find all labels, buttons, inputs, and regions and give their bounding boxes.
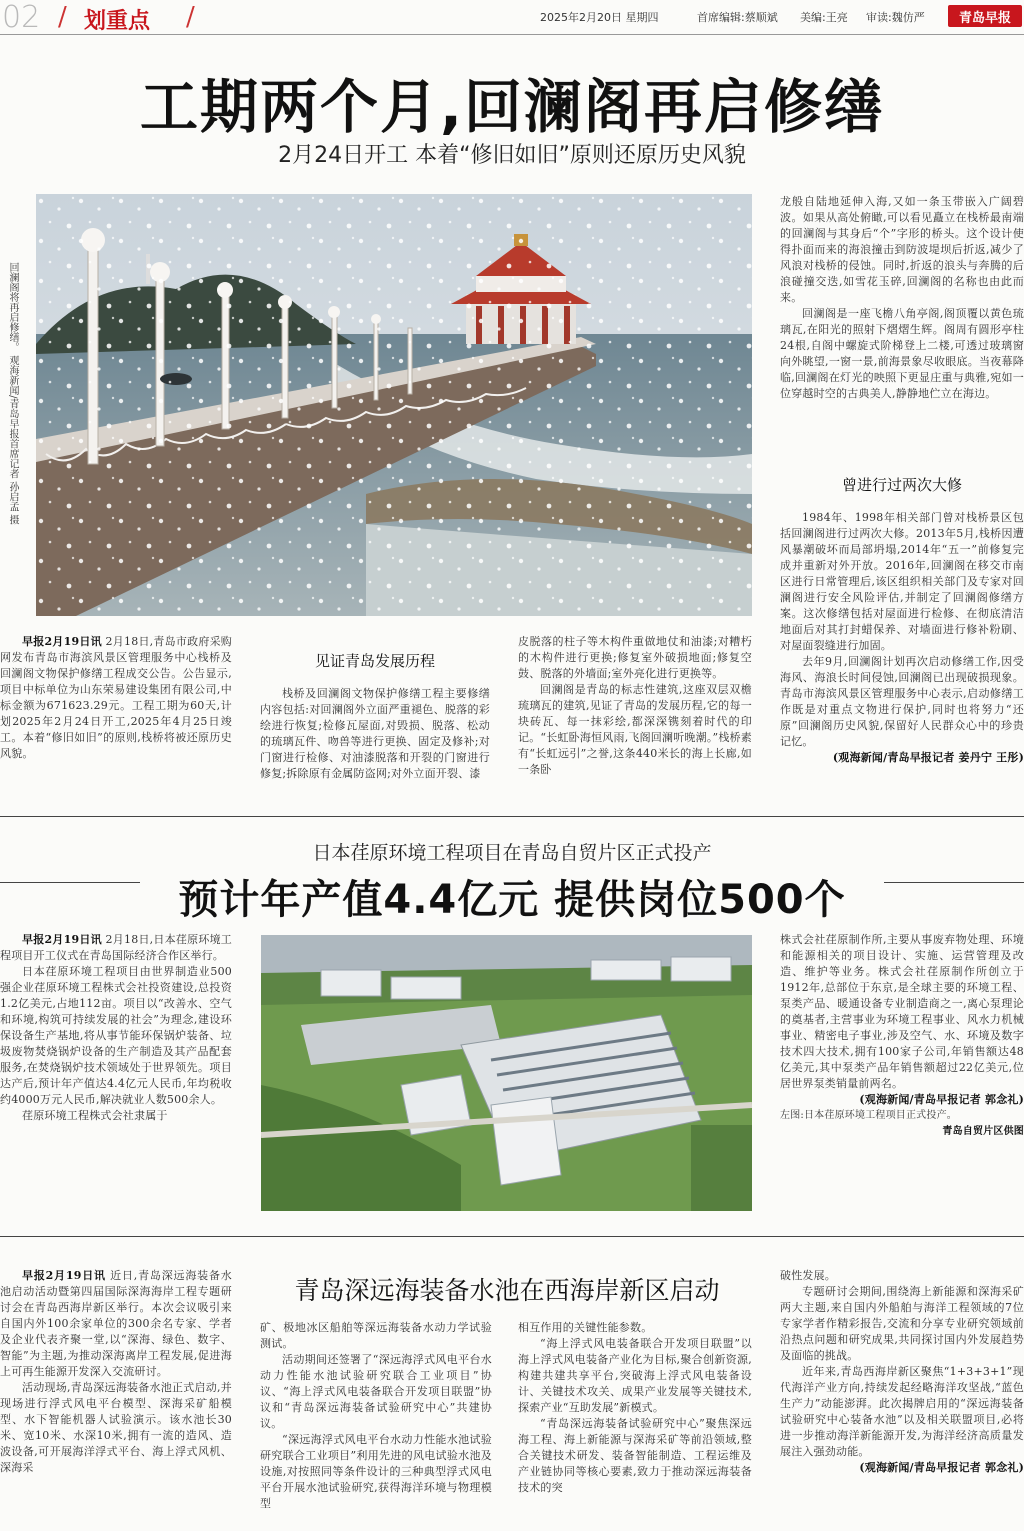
section-divider bbox=[0, 816, 1024, 817]
article3-paragraph: “海上浮式风电装备联合开发项目联盟”以海上浮式风电装备产业化为目标,聚合创新资源,构建共建共享平台,突破海上浮式风电装备设计、关键技术攻关、成果产业发展等关键技术,探索产业“互助发展”新模式。 bbox=[518, 1337, 752, 1414]
chief-editor: 首席编辑:蔡顺斌 bbox=[697, 11, 778, 24]
article2-headline: 预计年产值4.4亿元 提供岗位500个 bbox=[178, 877, 846, 923]
article3-headline: 青岛深远海装备水池在西海岸新区启动 bbox=[294, 1276, 720, 1305]
article3-paragraph: “青岛深远海装备试验研究中心”聚焦深远海工程、海上新能源与深海采矿等前沿领域,整合关键技术研发、装备智能制造、工程运维及产业链协同等核心要素,致力于推动深远海装备技术的突 bbox=[518, 1417, 752, 1494]
article3-lead-tag: 早报2月19日讯 bbox=[22, 1269, 106, 1282]
header-divider-icon: / bbox=[186, 2, 195, 32]
article1-paragraph: 回澜阁是一座飞檐八角亭阁,阁顶覆以黄色琉璃瓦,在阳光的照射下熠熠生辉。阁周有圆形亭柱24根,自阁中螺旋式阶梯登上二楼,可透过玻璃窗向外眺望,一窗一景,前海景象尽收眼底。当夜幕降临,回澜阁在灯光的映照下更显庄重与典雅,宛如一位穿越时空的古典美人,静静地伫立在海边。 bbox=[780, 307, 1024, 400]
article1-subhead-development: 见证青岛发展历程 bbox=[314, 652, 435, 670]
article3-paragraph: 活动现场,青岛深远海装备水池正式启动,并现场进行浮式风电平台模型、深海采矿船模型、水下智能机器人试验演示。该水池长30米、宽10米、水深10米,拥有一流的造风、造波设备,可开展海洋浮式平台、海上浮式风机、深海采 bbox=[0, 1381, 232, 1474]
article1-lead-tag: 早报2月19日讯 bbox=[22, 635, 102, 648]
article3-byline: (观海新闻/青岛早报记者 郭念礼) bbox=[859, 1461, 1024, 1474]
article1-byline: (观海新闻/青岛早报记者 姜丹宁 王彤) bbox=[832, 751, 1024, 764]
article2-byline: (观海新闻/青岛早报记者 郭念礼) bbox=[859, 1093, 1024, 1106]
article3-paragraph: 专题研讨会期间,围绕海上新能源和深海采矿两大主题,来自国内外船舶与海洋工程领域的7位专家学者作精彩报告,交流和分享专业研究领域前沿热点问题和研究成果,共同探讨国内外发展趋势及面临的挑战。 bbox=[780, 1285, 1024, 1362]
article1-headline: 工期两个月,回澜阁再启修缮 bbox=[139, 73, 885, 141]
article2-kicker: 日本荏原环境工程项目在青岛自贸片区正式投产 bbox=[312, 842, 712, 864]
article3-column-1 bbox=[0, 1268, 232, 1476]
newspaper-logo: 青岛早报 bbox=[948, 5, 1022, 27]
article1-paragraph: 2月18日,青岛市政府采购网发布青岛市海滨风景区管理服务中心栈桥及回澜阁文物保护修缮工程成交公告。公告显示,项目中标单位为山东荣易建设集团有限公司,中标金额为671623.29元。工程工期为60天,计划2025年2月24日开工,2025年4月25日竣工。本着“修旧如旧”的原则,栈桥将被还原历史风貌。 bbox=[0, 635, 233, 760]
article1-column-4b bbox=[780, 510, 1024, 766]
article1-paragraph: 龙般自陆地延伸入海,又如一条玉带嵌入广阔碧波。如果从高处俯瞰,可以看见矗立在栈桥最南端的回澜阁与其身后“个”字形的桥头。这个设计使得扑面而来的海浪撞击到防波堤坝后折返,减少了风浪对栈桥的侵蚀。同时,折返的浪头与奔腾的后浪碰撞交迭,如雪花玉碎,回澜阁的名称也由此而来。 bbox=[780, 195, 1024, 304]
article1-column-1 bbox=[0, 634, 232, 762]
article3-paragraph: “深远海浮式风电平台水动力性能水池试验研究联合工业项目”利用先进的风电试验水池及设施,对按照同等条件设计的三种典型浮式风电平台开展水池试验研究,获得海洋环境与物理模型 bbox=[260, 1433, 492, 1510]
article3-paragraph: 近年来,青岛西海岸新区聚焦“1+3+3+1”现代海洋产业方向,持续发起经略海洋攻坚战,“蓝色生产力”动能澎湃。此次揭牌启用的“深远海装备试验研究中心装备水池”以及相关联盟项目,必将进一步推动海洋新能源开发,为海洋经济高质量发展注入强劲动能。 bbox=[780, 1365, 1024, 1458]
article1-paragraph: 皮脱落的柱子等木构件重做地仗和油漆;对糟朽的木构件进行更换;修复室外破损地面;修复空鼓、脱落的外墙面;室外亮化进行更换等。 bbox=[518, 635, 752, 680]
article2-column-3 bbox=[780, 932, 1024, 1140]
article1-photo-caption: 回澜阁将再启修缮。 观海新闻/青岛早报首席记者 孙启孟 摄 bbox=[7, 262, 18, 525]
article3-column-2 bbox=[260, 1320, 492, 1512]
article3-column-4 bbox=[780, 1268, 1024, 1476]
section-title: 划重点 bbox=[84, 9, 151, 34]
article2-lead-tag: 早报2月19日讯 bbox=[22, 933, 102, 946]
article3-column-3 bbox=[518, 1320, 752, 1496]
article1-paragraph: 1984年、1998年相关部门曾对栈桥景区包括回澜阁进行过两次大修。2013年5月,栈桥因遭风暴潮破坏而局部坍塌,2014年“五一”前修复完成并重新对外开放。2016年,回澜阁在移交市南区进行日常管理后,该区组织相关部门及专家对回澜阁进行安全风险评估,并制定了回澜阁修缮方案。这次修缮包括对屋面进行检修、在彻底清洁地面后对其打封蜡保养、对墙面进行修补粉刷、对屋面裂缝进行加固。 bbox=[780, 511, 1024, 652]
article3-paragraph: 近日,青岛深远海装备水池启动活动暨第四届国际深海海岸工程专题研讨会在青岛西海岸新区举行。本次会议吸引来自国内外100余家单位的300余名专家、学者及企业代表齐聚一堂,以“深海、绿色、数字、智能”为主题,为推动深海离岸工程发展,促进海上可再生能源开发深入交流研讨。 bbox=[0, 1269, 232, 1378]
article1-paragraph: 去年9月,回澜阁计划再次启动修缮工作,因受海风、海浪长时间侵蚀,回澜阁已出现破损现象。青岛市海滨风景区管理服务中心表示,启动修缮工作既是对重点文物进行保护,同时也将努力“还原”回澜阁历史风貌,保留好人民群众心中的珍贵记忆。 bbox=[780, 655, 1024, 748]
article3-paragraph: 矿、极地冰区船舶等深远海装备水动力学试验测试。 bbox=[260, 1321, 492, 1350]
article1-subhead-repairs: 曾进行过两次大修 bbox=[841, 476, 962, 494]
article1-paragraph: 回澜阁是青岛的标志性建筑,这座双层双檐琉璃瓦的建筑,见证了青岛的发展历程,它的每一块砖瓦、每一抹彩绘,都深深镌刻着时代的印记。“长虹卧海恒风雨,飞阁回澜听晚潮。”栈桥素有“长虹远引”之誉,这条440米长的海上长廊,如一条卧 bbox=[518, 683, 752, 776]
section-divider bbox=[0, 1236, 1024, 1237]
article2-column-1 bbox=[0, 932, 232, 1124]
article1-paragraph: 栈桥及回澜阁文物保护修缮工程主要修缮内容包括:对回澜阁外立面严重褪色、脱落的彩绘进行恢复;检修瓦屋面,对毁损、脱落、松动的琉璃瓦件、吻兽等进行更换、固定及修补;对门窗进行检修、对油漆脱落和开裂的门窗进行修复;拆除原有金属防盗网;对外立面开裂、漆 bbox=[260, 687, 490, 780]
article3-paragraph: 活动期间还签署了“深远海浮式风电平台水动力性能水池试验研究联合工业项目”协议、“海上浮式风电装备联合开发项目联盟”协议和“青岛深远海装备试验研究中心”共建协议。 bbox=[260, 1353, 492, 1430]
proofreader: 审读:魏仿严 bbox=[866, 11, 925, 24]
article2-paragraph: 日本荏原环境工程项目由世界制造业500强企业荏原环境工程株式会社投资建设,总投资1.2亿美元,占地112亩。项目以“改善水、空气和环境,构筑可持续发展的社会”为理念,建设环保设备生产基地,将从事节能环保锅炉装备、垃圾废物焚烧锅炉设备的生产制造及其产品配套服务,在焚烧锅炉技术领域处于世界领先。项目达产后,预计年产值达4.4亿元人民币,年均税收约4000万元人民币,解决就业人数500余人。 bbox=[0, 965, 232, 1106]
huilan-pavilion-photo bbox=[36, 194, 752, 616]
article2-paragraph: 2月18日,日本荏原环境工程项目开工仪式在青岛国际经济合作区举行。 bbox=[0, 933, 233, 962]
art-editor: 美编:王亮 bbox=[800, 11, 848, 24]
article3-paragraph: 破性发展。 bbox=[780, 1269, 836, 1282]
article2-photo-caption: 左图:日本荏原环境工程项目正式投产。 bbox=[780, 1110, 957, 1121]
article1-subheadline: 2月24日开工 本着“修旧如旧”原则还原历史风貌 bbox=[278, 143, 746, 168]
article2-photo-credit: 青岛自贸片区供图 bbox=[942, 1126, 1024, 1137]
ebara-factory-photo bbox=[261, 935, 752, 1211]
issue-date: 2025年2月20日 星期四 bbox=[540, 11, 659, 24]
article3-paragraph: 相互作用的关键性能参数。 bbox=[518, 1321, 653, 1334]
article2-paragraph: 株式会社荏原制作所,主要从事废弃物处理、环境和能源相关的项目设计、实施、运营管理及改造、维护等业务。株式会社荏原制作所创立于1912年,总部位于东京,是全球主要的环境工程、泵类产品、暖通设备专业制造商之一,离心泵理论的奠基者,主营事业为环境工程事业、风水力机械事业、精密电子事业,涉及空气、水、环境及数字技术四大技术,拥有100家子公司,年销售额达48亿美元,其中泵类产品年销售额超过22亿美元,位居世界泵类销量前两名。 bbox=[780, 933, 1024, 1090]
article2-paragraph: 荏原环境工程株式会社隶属于 bbox=[22, 1109, 168, 1122]
article1-column-2 bbox=[260, 686, 490, 782]
page-number: 02 bbox=[2, 0, 41, 35]
article1-column-4 bbox=[780, 194, 1024, 402]
article1-column-3 bbox=[518, 634, 752, 778]
header-divider-icon: / bbox=[58, 2, 67, 32]
